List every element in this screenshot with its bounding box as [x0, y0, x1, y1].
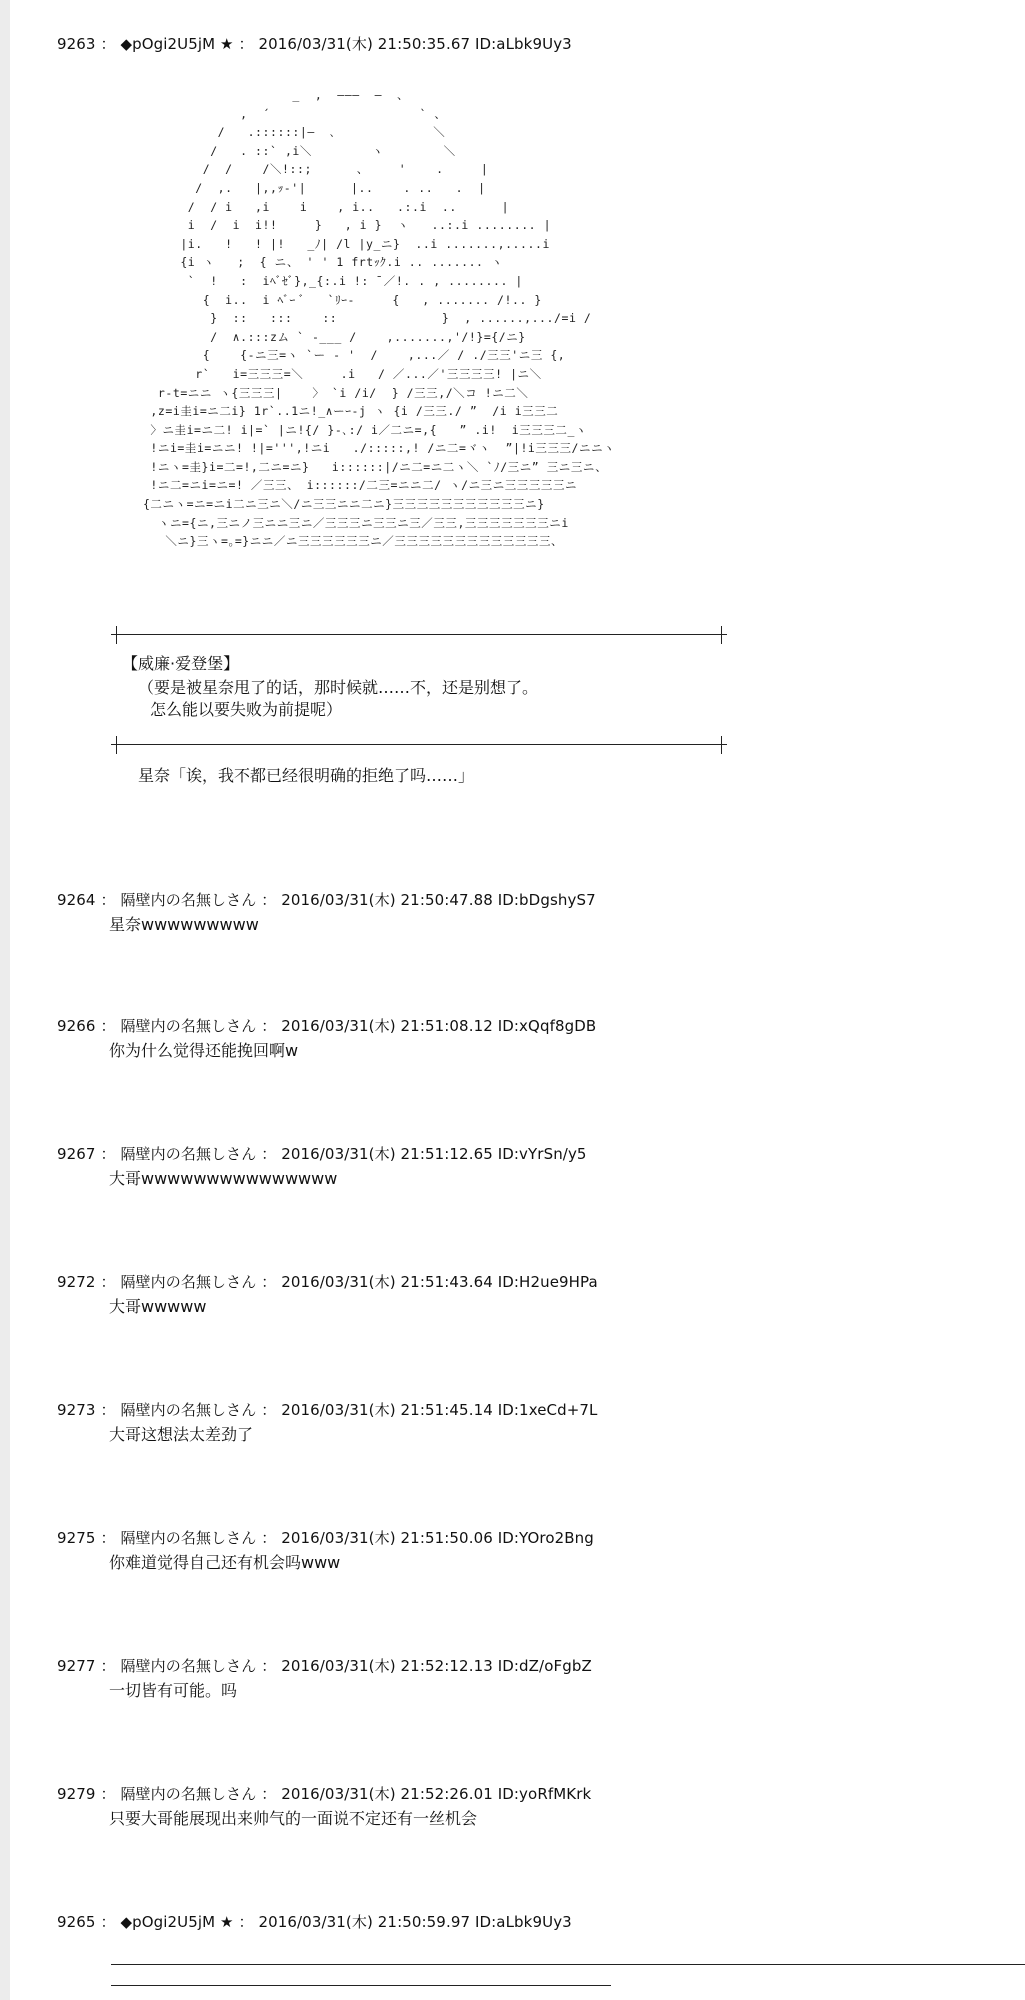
post-header-9275 [57, 1527, 594, 1548]
poster-name[interactable]: 隔壁内の名無しさん [120, 891, 257, 909]
separator: ： [100, 1657, 116, 1675]
post-datetime: 2016/03/31(木) 21:50:59.97 [258, 1913, 471, 1931]
post-datetime: 2016/03/31(木) 21:52:26.01 [281, 1785, 493, 1803]
post-header-9266 [57, 1015, 596, 1036]
post-datetime: 2016/03/31(木) 21:50:47.88 [281, 891, 493, 909]
post-number: 9275 [57, 1529, 96, 1547]
dialogue-line: 星奈「诶，我不都已经很明确的拒绝了吗……」 [138, 766, 475, 785]
separator: ： [100, 1785, 116, 1803]
post-datetime: 2016/03/31(木) 21:51:08.12 [281, 1017, 493, 1035]
post-number: 9279 [57, 1785, 96, 1803]
poster-name[interactable]: 隔壁内の名無しさん [120, 1529, 257, 1547]
post-header-9267 [57, 1143, 587, 1164]
post-body-9266: 你为什么觉得还能挽回啊w [109, 1041, 299, 1060]
post-datetime: 2016/03/31(木) 21:51:45.14 [281, 1401, 493, 1419]
separator: ： [261, 1657, 277, 1675]
aa-divider-bottom [111, 736, 727, 754]
post-header-9263 [57, 33, 572, 54]
post-number: 9264 [57, 891, 96, 909]
separator: ： [100, 1273, 116, 1291]
poster-id[interactable]: ID:dZ/oFgbZ [497, 1657, 592, 1675]
post-number: 9273 [57, 1401, 96, 1419]
post-body-9273: 大哥这想法太差劲了 [109, 1425, 254, 1444]
separator: ： [261, 1145, 277, 1163]
speaker-label: 【威廉·爱登堡】 [122, 654, 240, 673]
post-body-9264: 星奈wwwwwwwww [109, 915, 259, 934]
separator: ： [261, 891, 277, 909]
poster-name[interactable]: 隔壁内の名無しさん [120, 1657, 257, 1675]
poster-id[interactable]: ID:H2ue9HPa [497, 1273, 598, 1291]
post-body-9279: 只要大哥能展现出来帅气的一面说不定还有一丝机会 [109, 1809, 478, 1828]
poster-name[interactable]: ◆pOgi2U5jM ★ [120, 35, 234, 53]
separator: ： [238, 1913, 254, 1931]
post-datetime: 2016/03/31(木) 21:51:12.65 [281, 1145, 493, 1163]
separator: ： [238, 35, 254, 53]
post-number: 9265 [57, 1913, 96, 1931]
separator: ： [261, 1273, 277, 1291]
poster-id[interactable]: ID:bDgshyS7 [497, 891, 596, 909]
separator: ： [261, 1017, 277, 1035]
monologue-line-2: 怎么能以要失败为前提呢） [150, 700, 343, 719]
post-number: 9272 [57, 1273, 96, 1291]
poster-id[interactable]: ID:xQqf8gDB [497, 1017, 597, 1035]
ascii-art: _ , ――― ― 、 , ´ ` 、 / .::::::|― ､ ＼ / . ::` ,i＼ ヽ ＼ / / /＼!::; 、 ' . | / ,. |,,ｯ-'| |.. . .. . | / / i ,i i , i.. .:.i .. | i / i i!! } , i } ヽ ..:.i ........ | |i. ! ! |! _ﾉ| /l |y_ニ} ..i .......,.....i {i ヽ ; { ニ、 ' ' 1 frtｯｸ.i .. ....... ヽ ` ! : iﾍﾞｾﾞ},_{:.i !: ̄ ／!. . , ........ | { i.. i ﾍﾞｰ ﾞ `ﾘｰ- { , ....... /!.. } } :: ::: :: } , ......,.../=i / / ∧.:::zム ` -___ / ,.......,'/!}={/ニ} { {-ニ三=ヽ `ー ‐ ' / ,...／ / ./三三'ニ三 {, r` i=三三三=＼ .i / ／...／'三三三三! |ニ＼ r-t=ニニ ヽ{三三三| 〉 `i /i/ } /三三,/＼コ !ニ二＼ ,z=i圭i=ニ二i} 1r`..1ニ!_∧ーｰ-j ヽ {i /三三./ ” /i i三三二 〉ニ圭i=ニ二! i|=` |ニ!{/ }-､:/ i／二ニ=,{ ” .i! i三三三二_ヽ !ニi=圭i=ニニ! !|=''',!ニi ./:::::,! /ニ二=ヾヽ ”|!i三三三/ニニヽ !ニヽ=圭}i=二=!,二ニ=ニ} i::::::|/ニ二=ニ二ヽ＼ `ﾉ/三ニ” 三ニ三ニ、 !ニ二=ニi=ニ=! ／三三、 i::::::/二三=ニニ二/ ヽ/ニ三ニ三三三三三ニ {二ニヽ=ニ=ニi二ニ三ニ＼/ニ三三ニニ二ニ}三三三三三三三三三三三ニ} ヽニ={ニ,三ニノ三ニニ三ニ／三三三ニ三三ニ三／三三,三三三三三三三ニi ＼ニ}三ヽ=｡=}ニニ／ニ三三三三三三ニ／三三三三三三三三三三三三三、 [142, 88, 616, 549]
poster-id[interactable]: ID:aLbk9Uy3 [474, 1913, 572, 1931]
separator: ： [100, 891, 116, 909]
post-header-9273 [57, 1399, 598, 1420]
poster-name[interactable]: 隔壁内の名無しさん [120, 1017, 257, 1035]
separator: ： [261, 1529, 277, 1547]
post-header-9272 [57, 1271, 598, 1292]
post-header-9265 [57, 1911, 572, 1932]
post-number: 9266 [57, 1017, 96, 1035]
poster-name[interactable]: 隔壁内の名無しさん [120, 1785, 257, 1803]
separator: ： [261, 1785, 277, 1803]
poster-id[interactable]: ID:aLbk9Uy3 [474, 35, 572, 53]
poster-name[interactable]: 隔壁内の名無しさん [120, 1273, 257, 1291]
post-header-9277 [57, 1655, 592, 1676]
poster-id[interactable]: ID:YOro2Bng [497, 1529, 594, 1547]
divider-line [111, 1985, 611, 1986]
post-datetime: 2016/03/31(木) 21:51:50.06 [281, 1529, 493, 1547]
post-body-9267: 大哥wwwwwwwwwwwwwww [109, 1169, 338, 1188]
post-body-9275: 你难道觉得自己还有机会吗www [109, 1553, 341, 1572]
post-number: 9277 [57, 1657, 96, 1675]
post-datetime: 2016/03/31(木) 21:52:12.13 [281, 1657, 493, 1675]
separator: ： [261, 1401, 277, 1419]
post-number: 9267 [57, 1145, 96, 1163]
poster-name[interactable]: 隔壁内の名無しさん [120, 1145, 257, 1163]
aa-divider-top [111, 626, 727, 644]
separator: ： [100, 1017, 116, 1035]
poster-name[interactable]: ◆pOgi2U5jM ★ [120, 1913, 234, 1931]
separator: ： [100, 1145, 116, 1163]
left-margin-strip [0, 0, 10, 2000]
poster-name[interactable]: 隔壁内の名無しさん [120, 1401, 257, 1419]
post-body-9272: 大哥wwwww [109, 1297, 207, 1316]
divider-line [111, 1964, 1025, 1965]
poster-id[interactable]: ID:yoRfMKrk [497, 1785, 592, 1803]
post-body-9277: 一切皆有可能。吗 [109, 1681, 238, 1700]
post-datetime: 2016/03/31(木) 21:50:35.67 [258, 35, 471, 53]
separator: ： [100, 1913, 116, 1931]
poster-id[interactable]: ID:vYrSn/y5 [497, 1145, 587, 1163]
post-datetime: 2016/03/31(木) 21:51:43.64 [281, 1273, 493, 1291]
separator: ： [100, 1401, 116, 1419]
poster-id[interactable]: ID:1xeCd+7L [497, 1401, 598, 1419]
separator: ： [100, 1529, 116, 1547]
monologue-line-1: （要是被星奈甩了的话，那时候就……不，还是别想了。 [138, 678, 539, 697]
post-number: 9263 [57, 35, 96, 53]
separator: ： [100, 35, 116, 53]
post-header-9279 [57, 1783, 591, 1804]
post-header-9264 [57, 889, 596, 910]
